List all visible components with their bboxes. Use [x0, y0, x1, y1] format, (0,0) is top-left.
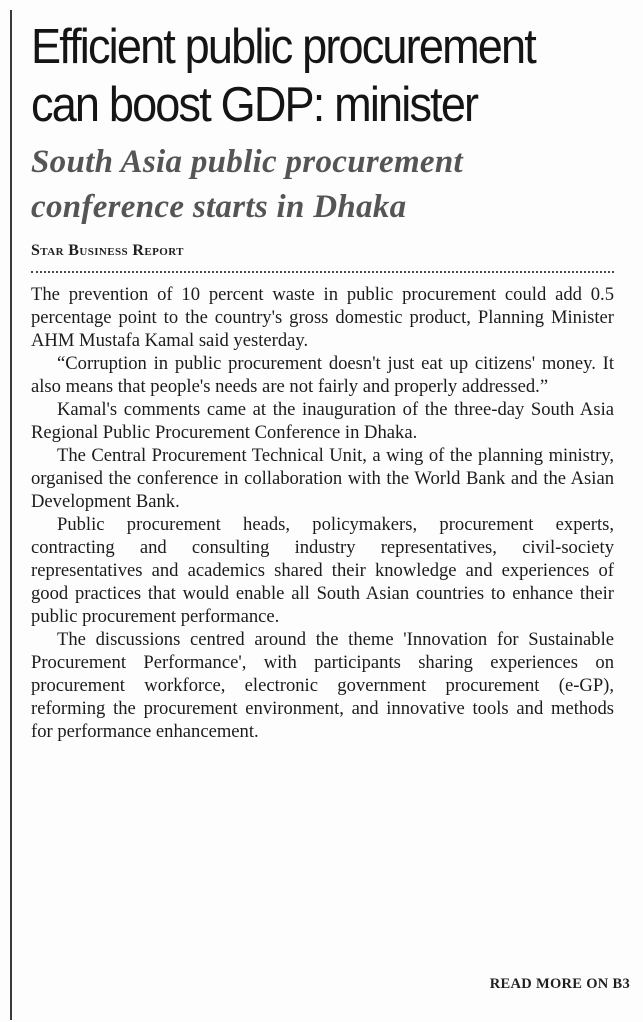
paragraph-4: The Central Procurement Technical Unit, a wing of the planning ministry, organised the conference in collaboration with the World Bank and the Asian Development Bank.	[31, 445, 614, 512]
byline: Star Business Report	[31, 242, 184, 259]
headline-line-2: can boost GDP: minister	[31, 78, 478, 132]
article	[31, 18, 614, 743]
paragraph-5: Public procurement heads, policymakers, procurement experts, contracting and consulting industry representatives, civil-society representatives and academics shared their knowledge and experiences of good practices that would enable all South Asian countries to enhance their public procurement performance.	[31, 514, 614, 627]
subheadline	[31, 140, 614, 230]
subheadline-line-1: South Asia public procurement	[31, 144, 463, 180]
paragraph-3: Kamal's comments came at the inauguration of the three-day South Asia Regional Public Procurement Conference in Dhaka.	[31, 399, 614, 443]
article-body	[31, 283, 614, 743]
subheadline-line-2: conference starts in Dhaka	[31, 189, 407, 225]
paragraph-6: The discussions centred around the theme 'Innovation for Sustainable Procurement Performance', with participants sharing experiences on procurement workforce, electronic government procurement (e-GP), reforming the procurement environment, and innovative tools and methods for performance enhancement.	[31, 629, 614, 742]
read-more-link[interactable]: READ MORE ON B3	[489, 976, 630, 992]
dotted-divider	[31, 271, 614, 273]
paragraph-1: The prevention of 10 percent waste in public procurement could add 0.5 percentage point to the country's gross domestic product, Planning Minister AHM Mustafa Kamal said yesterday.	[31, 284, 614, 351]
column-rule	[10, 10, 12, 1020]
paragraph-2: “Corruption in public procurement doesn't just eat up citizens' money. It also means that people's needs are not fairly and properly addressed.”	[31, 353, 614, 397]
headline	[31, 18, 620, 134]
headline-line-1: Efficient public procurement	[31, 20, 535, 74]
